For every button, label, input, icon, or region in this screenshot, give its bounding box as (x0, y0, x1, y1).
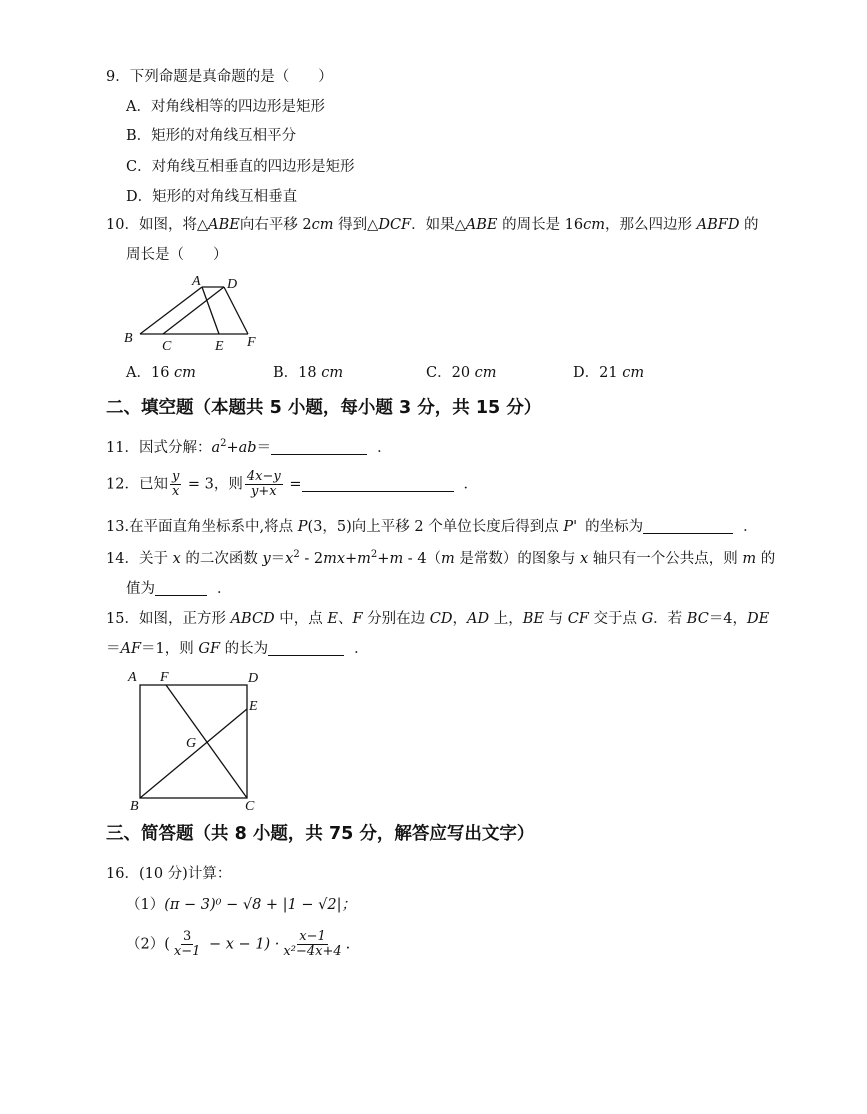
q10-stem-line2: 周长是（ ） (126, 247, 228, 263)
q12-fraction-y-over-x: $\frac{y}{x}$ (171, 469, 180, 499)
q15-line2: ＝AF＝1，则 GF 的长为 ． (106, 641, 369, 657)
q12-fraction-expression: $\frac{4x-y}{y+x}$ (246, 469, 281, 499)
fig15-label-F: F (160, 670, 169, 685)
fig15-label-E: E (249, 699, 258, 714)
q16-part2: （2）( $\frac{3}{x-1}$ − x − 1) · $\frac{x-1}{\text{x²−4x+4}}$ . (126, 929, 351, 959)
q15-square-figure (124, 664, 274, 814)
q10-option-d: D．21 cm (573, 365, 645, 381)
q16-fraction-quadratic: $\frac{x-1}{\text{x²−4x+4}}$ (283, 929, 342, 959)
section-2-heading: 二、填空题（本题共 5 小题，每小题 3 分，共 15 分） (106, 398, 542, 418)
fig15-line-CF (166, 685, 247, 798)
q16-fraction-3-over: $\frac{3}{x-1}$ (173, 929, 201, 959)
q10-option-b: B．18 cm (273, 365, 344, 381)
q13: 13.在平面直角坐标系中,将点 P(3，5)向上平移 2 个单位长度后得到点 P' 的坐标为 ． (106, 519, 758, 535)
fig15-label-A: A (128, 670, 137, 685)
q11-answer-blank (271, 439, 367, 455)
fig15-label-B: B (130, 799, 139, 814)
q9-stem: 9．下列命题是真命题的是（ ） (106, 69, 333, 85)
q9-option-a: A．对角线相等的四边形是矩形 (126, 99, 325, 115)
q14-answer-blank (155, 580, 207, 596)
q10-option-c: C．20 cm (426, 365, 497, 381)
fig10-label-F: F (247, 335, 256, 350)
fig15-label-G: G (186, 736, 197, 751)
q15-line1: 15．如图，正方形 ABCD 中，点 E、F 分别在边 CD，AD 上，BE 与 CF 交于点 G．若 BC＝4，DE (106, 611, 770, 627)
q9-option-b: B．矩形的对角线互相平分 (126, 128, 297, 144)
q10-stem-line1: 10．如图，将△ABE向右平移 2cm 得到△DCF．如果△ABE 的周长是 16cm，那么四边形 ABFD 的 (106, 217, 759, 233)
fig15-label-D: D (248, 671, 259, 686)
section-3-heading: 三、简答题（共 8 小题，共 75 分，解答应写出文字） (106, 824, 535, 844)
q11: 11．因式分解：$a^2+ab=$ ． (106, 438, 392, 456)
fig10-label-A: A (192, 274, 201, 289)
q13-answer-blank (643, 518, 733, 534)
q9-option-c: C．对角线互相垂直的四边形是矩形 (126, 159, 355, 175)
q16-part1: （1）(π − 3)⁰ − √8 + |1 − √2|； (126, 897, 357, 913)
fig10-line-DF (224, 287, 248, 334)
fig10-label-E: E (215, 339, 224, 354)
q9-option-d: D．矩形的对角线互相垂直 (126, 189, 298, 205)
q12-answer-blank (302, 476, 454, 492)
q14-line2: 值为 ． (126, 581, 232, 597)
q14-line1: 14．关于 x 的二次函数 $y=x^2 - 2mx+m^2+m - 4(m$ 是常数）的图象与 x 轴只有一个公共点，则 m 的 (106, 549, 776, 567)
q10-option-a: A．16 cm (126, 365, 196, 381)
q10-translation-figure (120, 270, 270, 356)
fig15-label-C: C (245, 799, 255, 814)
fig10-label-B: B (124, 331, 133, 346)
q12: 12．已知 $\frac{y}{x}$ = 3，则 $\frac{4x-y}{y+x}$ = ． (106, 469, 479, 499)
fig10-line-AE (202, 287, 219, 334)
q15-answer-blank (268, 640, 344, 656)
q16-heading: 16．(10 分)计算： (106, 866, 232, 882)
fig10-label-C: C (162, 339, 172, 354)
fig10-label-D: D (227, 277, 238, 292)
